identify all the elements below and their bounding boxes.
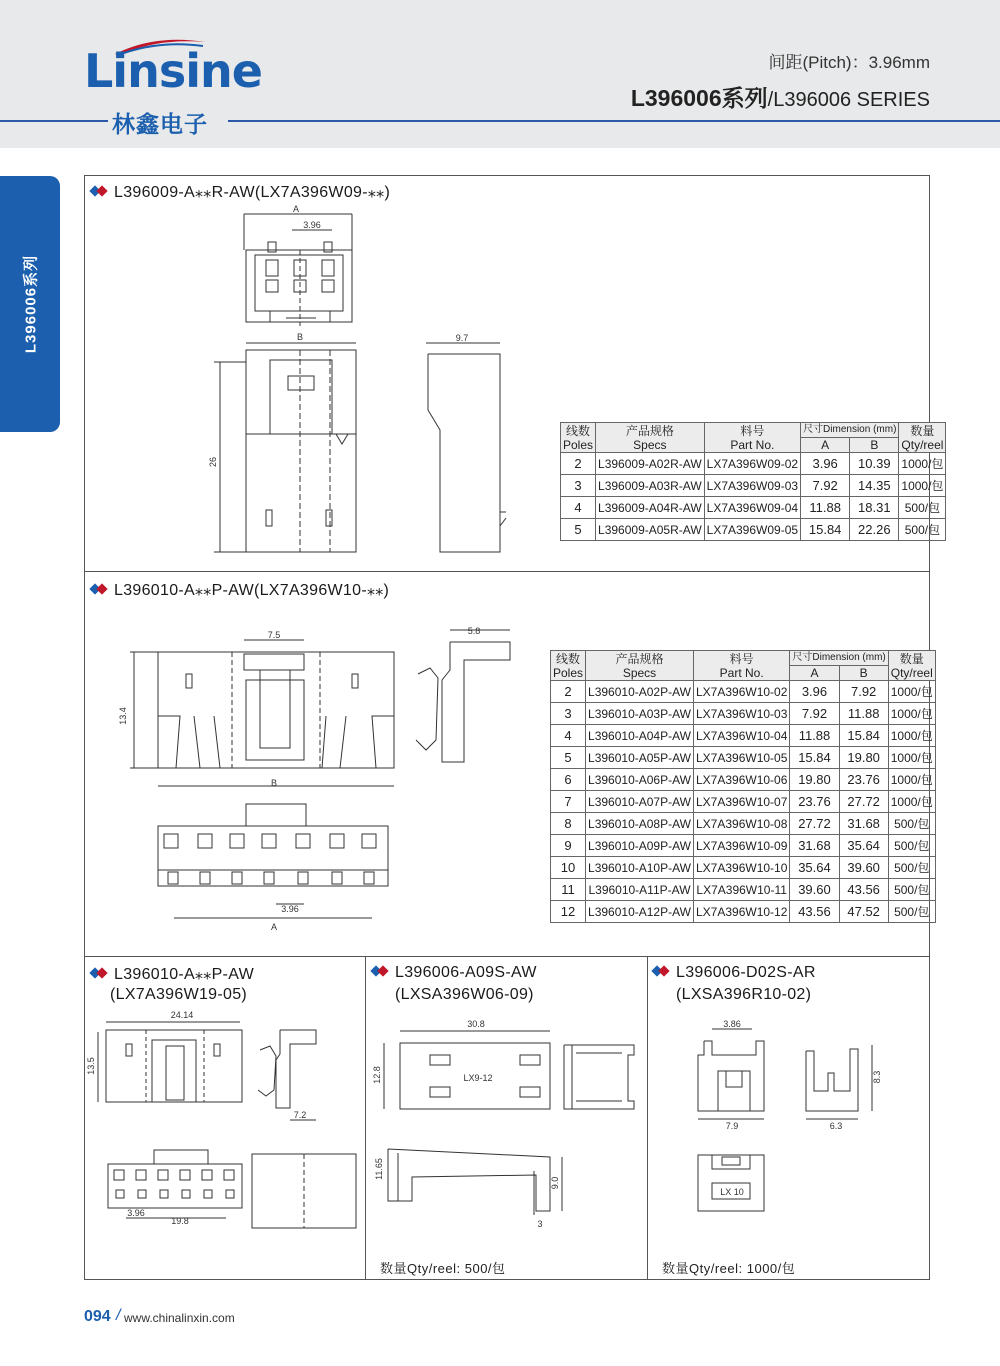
cell-qty: 1000/包: [899, 453, 946, 475]
cell-poles: 6: [551, 769, 586, 791]
table-row: [551, 835, 936, 857]
cell-a: 15.84: [801, 519, 850, 541]
logo-wordmark: Linsine: [84, 44, 262, 98]
col-poles: 线数 Poles: [551, 651, 586, 681]
bottom-view-cavities: [164, 834, 376, 884]
dim-width-label: 7.9: [725, 1121, 739, 1131]
cell-b: 19.80: [839, 747, 888, 769]
cell-part: LX7A396W10-07: [693, 791, 789, 813]
cell-a: 11.88: [801, 497, 850, 519]
col-poles: 线数 Poles: [561, 423, 596, 453]
table-row: [561, 453, 946, 475]
section-subtitle-l396006-d02s: (LXSA396R10-02): [676, 986, 812, 1003]
cell-b: 18.31: [850, 497, 899, 519]
col-dimension: 尺寸Dimension (mm): [801, 423, 899, 438]
section-title-l396009: L396009-A⁎⁎R-AW(LX7A396W09-⁎⁎): [90, 182, 390, 202]
diamond-bullet-icon: [371, 966, 391, 978]
cell-spec: L396010-A07P-AW: [586, 791, 694, 813]
cell-spec: L396010-A03P-AW: [586, 703, 694, 725]
cell-spec: L396010-A08P-AW: [586, 813, 694, 835]
housing-marking: LX 10: [720, 1187, 744, 1197]
diamond-bullet-icon: [652, 966, 672, 978]
table-row: [561, 497, 946, 519]
cell-spec: L396010-A02P-AW: [586, 681, 694, 703]
dim-height-label: 8.3: [872, 1070, 882, 1084]
cell-part: LX7A396W10-09: [693, 835, 789, 857]
cell-b: 23.76: [839, 769, 888, 791]
diamond-bullet-icon: [90, 186, 110, 198]
dim-w2-label: 5.8: [467, 626, 481, 636]
cell-poles: 3: [561, 475, 596, 497]
cell-b: 47.52: [839, 901, 888, 923]
cell-part: LX7A396W10-06: [693, 769, 789, 791]
cell-poles: 4: [551, 725, 586, 747]
cell-a: 35.64: [790, 857, 839, 879]
cell-b: 27.72: [839, 791, 888, 813]
cell-part: LX7A396W09-03: [704, 475, 800, 497]
cell-b: 10.39: [850, 453, 899, 475]
cell-poles: 2: [551, 681, 586, 703]
cell-poles: 8: [551, 813, 586, 835]
connector-drawing-l396010-w19: [86, 1010, 360, 1230]
cell-a: 11.88: [790, 725, 839, 747]
spec-table-l396009: [560, 422, 946, 541]
dim-a-label: A: [270, 922, 278, 932]
section-title-l396006-d02s: L396006-D02S-AR: [652, 964, 816, 982]
cell-b: 14.35: [850, 475, 899, 497]
side-tab-label: L396006系列: [22, 254, 40, 354]
cell-spec: L396010-A10P-AW: [586, 857, 694, 879]
cell-b: 15.84: [839, 725, 888, 747]
cell-qty: 500/包: [888, 901, 935, 923]
cell-spec: L396010-A11P-AW: [586, 879, 694, 901]
cell-b: 39.60: [839, 857, 888, 879]
dim-height3-label: 9.0: [550, 1176, 560, 1190]
page-number: 094: [84, 1308, 111, 1325]
cell-part: LX7A396W10-04: [693, 725, 789, 747]
cell-qty: 500/包: [888, 879, 935, 901]
table-row: [551, 747, 936, 769]
table-row: [551, 857, 936, 879]
dim-depth-label: 7.2: [293, 1110, 307, 1120]
section-divider: [365, 956, 366, 1280]
section-divider: [84, 956, 930, 957]
section-divider: [647, 956, 648, 1280]
cell-a: 15.84: [790, 747, 839, 769]
cell-b: 31.68: [839, 813, 888, 835]
section-subtitle-l396010-w19: (LX7A396W19-05): [110, 986, 248, 1003]
cell-a: 43.56: [790, 901, 839, 923]
cell-spec: L396010-A09P-AW: [586, 835, 694, 857]
col-part-no: 料号 Part No.: [693, 651, 789, 681]
cell-qty: 500/包: [888, 813, 935, 835]
col-qty: 数量 Qty/reel: [899, 423, 946, 453]
cell-poles: 12: [551, 901, 586, 923]
dim-pitch-label: 3.96: [281, 904, 299, 914]
dim-width-label: 9.7: [455, 333, 469, 343]
cell-part: LX7A396W10-03: [693, 703, 789, 725]
cell-qty: 1000/包: [888, 725, 935, 747]
table-row: [561, 475, 946, 497]
cell-spec: L396010-A05P-AW: [586, 747, 694, 769]
cell-spec: L396010-A04P-AW: [586, 725, 694, 747]
cell-poles: 9: [551, 835, 586, 857]
col-dim-a: A: [790, 666, 839, 681]
cell-spec: L396009-A05R-AW: [596, 519, 705, 541]
dim-thickness-label: 3: [537, 1219, 543, 1229]
col-part-no: 料号 Part No.: [704, 423, 800, 453]
cell-qty: 1000/包: [888, 769, 935, 791]
table-row: [551, 769, 936, 791]
col-specs: 产品规格 Specs: [596, 423, 705, 453]
cell-part: LX7A396W10-02: [693, 681, 789, 703]
dim-height-label: 26: [208, 456, 218, 468]
dim-height-label: 12.8: [372, 1066, 382, 1084]
col-specs: 产品规格 Specs: [586, 651, 694, 681]
cell-b: 43.56: [839, 879, 888, 901]
page-header: [0, 0, 1000, 148]
spec-table-l396010: [550, 650, 936, 923]
dim-pitch-label: 3.96: [127, 1208, 145, 1218]
dim-b-label: B: [296, 332, 304, 342]
dim-height-label: 13.5: [86, 1057, 96, 1075]
cell-spec: L396010-A12P-AW: [586, 901, 694, 923]
col-dim-b: B: [839, 666, 888, 681]
cell-part: LX7A396W10-08: [693, 813, 789, 835]
housing-marking: LX9-12: [463, 1073, 493, 1083]
series-title-sub: /L396006 SERIES: [767, 89, 930, 111]
cell-qty: 500/包: [888, 835, 935, 857]
cell-qty: 1000/包: [888, 791, 935, 813]
qty-per-reel-a09s: 数量Qty/reel: 500/包: [380, 1261, 506, 1276]
section-divider: [84, 571, 930, 572]
col-dim-b: B: [850, 438, 899, 453]
pitch-label: 间距(Pitch)：3.96mm: [768, 53, 930, 72]
cell-b: 11.88: [839, 703, 888, 725]
cell-a: 7.92: [801, 475, 850, 497]
cell-qty: 500/包: [899, 497, 946, 519]
cell-part: LX7A396W10-10: [693, 857, 789, 879]
cell-spec: L396009-A04R-AW: [596, 497, 705, 519]
cell-a: 27.72: [790, 813, 839, 835]
cell-qty: 1000/包: [888, 681, 935, 703]
cell-a: 7.92: [790, 703, 839, 725]
connector-drawing-l396010: [110, 620, 530, 940]
dim-length-label: 19.8: [171, 1216, 189, 1226]
col-dim-a: A: [801, 438, 850, 453]
cell-b: 22.26: [850, 519, 899, 541]
connector-drawing-l396006-d02s: [690, 1015, 890, 1215]
cell-part: LX7A396W09-05: [704, 519, 800, 541]
cell-poles: 4: [561, 497, 596, 519]
table-row: [551, 725, 936, 747]
cell-a: 39.60: [790, 879, 839, 901]
cell-poles: 7: [551, 791, 586, 813]
col-dimension: 尺寸Dimension (mm): [790, 651, 888, 666]
connector-drawing-l396009: [200, 200, 520, 560]
footer-website-link[interactable]: www.chinalinxin.com: [124, 1311, 235, 1325]
connector-drawing-l396006-a09s: [372, 1015, 644, 1235]
dim-pitch-label: 3.96: [303, 220, 321, 230]
footer-separator: /: [116, 1307, 121, 1324]
cell-qty: 1000/包: [899, 475, 946, 497]
cell-part: LX7A396W09-02: [704, 453, 800, 475]
cell-a: 31.68: [790, 835, 839, 857]
cell-poles: 10: [551, 857, 586, 879]
logo-chinese-name: 林鑫电子: [112, 111, 208, 137]
dim-pitch-label: 3.86: [723, 1019, 741, 1029]
cell-a: 19.80: [790, 769, 839, 791]
cell-a: 3.96: [790, 681, 839, 703]
cell-b: 35.64: [839, 835, 888, 857]
dim-b-label: B: [270, 778, 278, 788]
dim-width-label: 24.14: [170, 1010, 194, 1020]
diamond-bullet-icon: [90, 584, 110, 596]
cell-a: 3.96: [801, 453, 850, 475]
cell-qty: 500/包: [899, 519, 946, 541]
table-row: [551, 681, 936, 703]
cell-poles: 3: [551, 703, 586, 725]
cell-part: LX7A396W10-12: [693, 901, 789, 923]
cell-qty: 500/包: [888, 857, 935, 879]
diamond-bullet-icon: [90, 968, 110, 980]
cell-spec: L396009-A02R-AW: [596, 453, 705, 475]
cell-part: LX7A396W09-04: [704, 497, 800, 519]
cell-spec: L396010-A06P-AW: [586, 769, 694, 791]
col-qty: 数量 Qty/reel: [888, 651, 935, 681]
table-row: [551, 879, 936, 901]
cell-poles: 5: [561, 519, 596, 541]
cell-qty: 1000/包: [888, 747, 935, 769]
dim-height-label: 13.4: [118, 707, 128, 725]
series-title-main: L396006系列: [630, 85, 768, 111]
cell-part: LX7A396W10-05: [693, 747, 789, 769]
cell-qty: 1000/包: [888, 703, 935, 725]
cell-part: LX7A396W10-11: [693, 879, 789, 901]
cell-b: 7.92: [839, 681, 888, 703]
series-title: [631, 80, 930, 113]
dim-depth-label: 6.3: [829, 1121, 843, 1131]
cell-poles: 11: [551, 879, 586, 901]
cell-poles: 2: [561, 453, 596, 475]
table-row: [551, 703, 936, 725]
table-row: [551, 901, 936, 923]
dim-a-label: A: [292, 204, 300, 214]
table-row: [551, 813, 936, 835]
cell-a: 23.76: [790, 791, 839, 813]
table-row: [551, 791, 936, 813]
section-title-l396006-a09s: L396006-A09S-AW: [371, 964, 537, 982]
section-title-l396010: L396010-A⁎⁎P-AW(LX7A396W10-⁎⁎): [90, 580, 389, 600]
section-subtitle-l396006-a09s: (LXSA396W06-09): [395, 986, 534, 1003]
qty-per-reel-d02s: 数量Qty/reel: 1000/包: [662, 1261, 796, 1276]
dim-height2-label: 11.65: [374, 1158, 384, 1180]
table-row: [561, 519, 946, 541]
cell-spec: L396009-A03R-AW: [596, 475, 705, 497]
cell-poles: 5: [551, 747, 586, 769]
dim-w1-label: 7.5: [267, 630, 281, 640]
dim-width-label: 30.8: [467, 1019, 485, 1029]
section-title-l396010-w19: L396010-A⁎⁎P-AW: [90, 964, 254, 984]
